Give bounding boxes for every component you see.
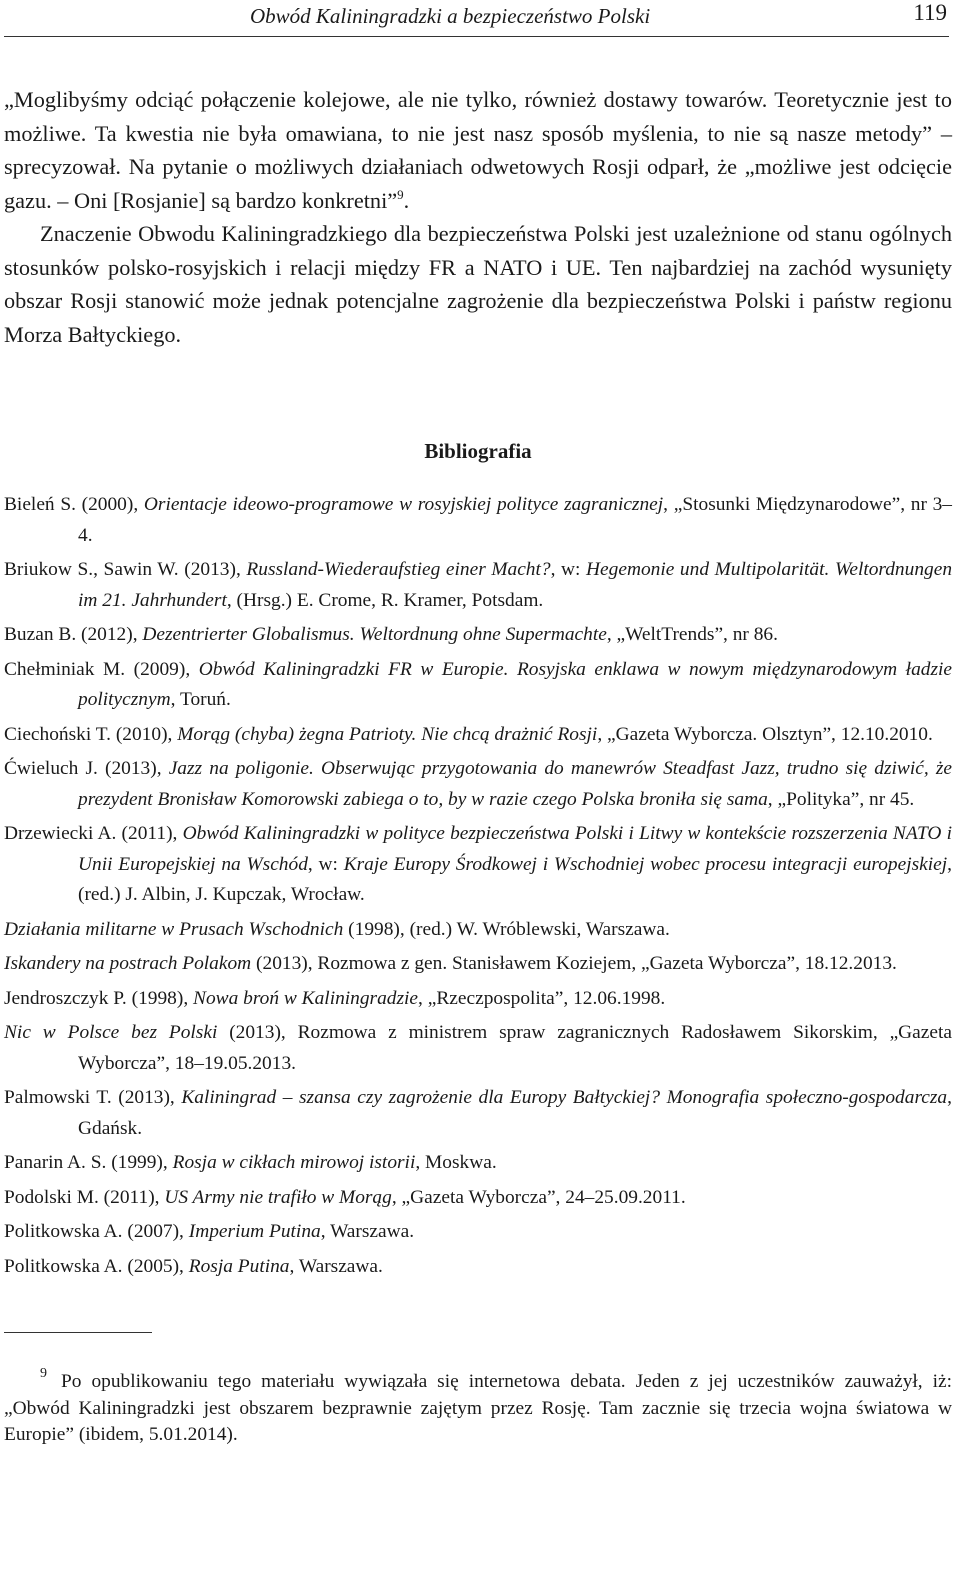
bibliography-entry bbox=[4, 720, 952, 751]
body-text bbox=[4, 83, 952, 351]
entry-text: Ciechoński T. (2010), bbox=[4, 723, 178, 745]
entry-text: , (Hrsg.) E. Crome, R. Kramer, Potsdam. bbox=[226, 589, 544, 611]
entry-text: , Warszawa. bbox=[289, 1255, 383, 1277]
bibliography-entry bbox=[4, 1252, 952, 1283]
entry-title: Obwód Kaliningradzki FR w Europie. Rosyjska enklawa w nowym międzynarodowym ładzie politycznym bbox=[78, 658, 953, 710]
footnote-separator bbox=[4, 1332, 152, 1333]
entry-text: Jendroszczyk P. (1998), bbox=[4, 987, 194, 1009]
entry-text: , „Stosunki Międzynarodowe”, nr 3–4. bbox=[78, 494, 952, 546]
footnote-reference[interactable]: 9 bbox=[397, 186, 404, 202]
entry-title: Obwód Kaliningradzki w polityce bezpieczeństwa Polski i Litwy w kontekście rozszerzenia NATO i Unii Europejskiej na Wschód bbox=[78, 823, 952, 875]
bibliography-entry bbox=[4, 490, 952, 551]
entry-text: , Moskwa. bbox=[415, 1152, 497, 1173]
entry-title: US Army nie trafiło w Morąg bbox=[164, 1186, 392, 1208]
bibliography-entry bbox=[4, 1148, 952, 1179]
entry-text: , „Rzeczpospolita”, 12.06.1998. bbox=[418, 987, 666, 1009]
entry-title: Hegemonie und Multipolarität. Weltordnungen im 21. Jahrhundert bbox=[78, 559, 953, 611]
entry-title: Orientacje ideowo-programowe w rosyjskiej polityce zagranicznej bbox=[143, 494, 664, 515]
entry-text: Podolski M. (2011), bbox=[4, 1186, 165, 1208]
bibliography-entry bbox=[4, 949, 952, 980]
entry-title: Rosja w cikłach mirowoj istorii bbox=[172, 1152, 416, 1173]
paragraph-quote bbox=[4, 83, 952, 217]
running-header bbox=[4, 0, 949, 37]
entry-title: Dezentrierter Globalismus. Weltordnung ohne Supermachte bbox=[142, 624, 607, 645]
footnote-text: Po opublikowaniu tego materiału wywiązała się internetowa debata. Jeden z jej uczestników zauważył, iż: „Obwód Kaliningradzki jest obszarem bezprawnie zajętym przez Rosję. Tam zacznie się trzecia wojna światowa w Europie” (ibidem, 5.01.2014). bbox=[4, 1371, 952, 1445]
entry-title: Nowa broń w Kaliningradzie bbox=[193, 987, 419, 1009]
bibliography-entry bbox=[4, 1183, 952, 1214]
entry-text: , (red.) J. Albin, J. Kupczak, Wrocław. bbox=[78, 853, 952, 905]
entry-text: , Warszawa. bbox=[320, 1221, 415, 1242]
entry-text: , w: bbox=[307, 853, 344, 875]
running-title: Obwód Kaliningradzki a bezpieczeństwo Polski bbox=[250, 4, 651, 28]
entry-text: , „Polityka”, nr 45. bbox=[767, 788, 915, 810]
bibliography-entry bbox=[4, 984, 952, 1015]
bibliography-entry bbox=[4, 655, 952, 716]
bibliography-entry bbox=[4, 555, 952, 616]
entry-text: , Gdańsk. bbox=[78, 1087, 952, 1139]
bibliography-list bbox=[4, 490, 952, 1282]
entry-text: , Toruń. bbox=[170, 689, 231, 710]
page-number: 119 bbox=[913, 0, 947, 25]
bibliography-entry bbox=[4, 754, 952, 815]
entry-title: Russland-Wiederaufstieg einer Macht? bbox=[246, 559, 551, 580]
entry-title: Jazz na poligonie. Obserwując przygotowania do manewrów Steadfast Jazz, trudno się dziwić, że prezydent Bronisław Komorowski zabiega o to, by w razie czego Polska broniła się sama bbox=[78, 758, 953, 810]
entry-text: , „WeltTrends”, nr 86. bbox=[606, 624, 778, 645]
bibliography-entry bbox=[4, 620, 952, 651]
entry-text: Buzan B. (2012), bbox=[4, 624, 143, 645]
entry-text: , w: bbox=[550, 559, 587, 580]
bibliography-entry bbox=[4, 819, 952, 911]
entry-title: Kraje Europy Środkowej i Wschodniej wobec procesu integracji europejskiej bbox=[343, 853, 948, 875]
bibliography-entry bbox=[4, 1018, 952, 1079]
paragraph-conclusion: Znaczenie Obwodu Kaliningradzkiego dla bezpieczeństwa Polski jest uzależnione od stanu ogólnych stosunków polsko-rosyjskich i relacji między FR a NATO i UE. Ten najbardziej na zachód wysunięty obszar Rosji stanowić może jednak potencjalne zagrożenie dla bezpieczeństwa Polski i państw regionu Morza Bałtyckiego. bbox=[4, 221, 952, 347]
entry-text: Ćwieluch J. (2013), bbox=[4, 758, 169, 779]
paragraph-quote-text: „Moglibyśmy odciąć połączenie kolejowe, ale nie tylko, również dostawy towarów. Teoretycznie jest to możliwe. Ta kwestia nie była omawiana, to nie jest nasz sposób myślenia, to nie są nasze metody” – sprecyzował. Na pytanie o możliwych działaniach odwetowych Rosji odparł, że „możliwe jest odcięcie gazu. – Oni [Rosjanie] są bardzo konkretni” bbox=[4, 87, 952, 213]
entry-text: Panarin A. S. (1999), bbox=[4, 1152, 173, 1173]
entry-text: Bieleń S. (2000), bbox=[4, 494, 144, 515]
entry-title: Nic w Polsce bez Polski bbox=[4, 1022, 218, 1043]
footnote: 9 Po opublikowaniu tego materiału wywiązała się internetowa debata. Jeden z jej uczestników zauważył, iż: „Obwód Kaliningradzki jest obszarem bezprawnie zajętym przez Rosję. Tam zacznie się trzecia wojna światowa w Europie” (ibidem, 5.01.2014). bbox=[4, 1366, 952, 1445]
entry-text: , „Gazeta Wyborcza. Olsztyn”, 12.10.2010. bbox=[597, 723, 933, 745]
entry-title: Rosja Putina bbox=[188, 1255, 290, 1277]
entry-text: , „Gazeta Wyborcza”, 24–25.09.2011. bbox=[391, 1186, 686, 1208]
bibliography-entry bbox=[4, 1083, 952, 1144]
entry-text: Palmowski T. (2013), bbox=[4, 1087, 182, 1108]
entry-text: Politkowska A. (2007), bbox=[4, 1221, 189, 1242]
bibliography-entry bbox=[4, 915, 952, 946]
entry-title: Imperium Putina bbox=[188, 1221, 321, 1242]
paragraph-quote-end: . bbox=[403, 187, 410, 213]
entry-title: Działania militarne w Prusach Wschodnich bbox=[4, 918, 344, 940]
entry-text: Politkowska A. (2005), bbox=[4, 1255, 189, 1277]
entry-text: Chełminiak M. (2009), bbox=[4, 658, 199, 680]
entry-title: Morąg (chyba) żegna Patrioty. Nie chcą drażnić Rosji bbox=[177, 723, 598, 745]
bibliography-entry bbox=[4, 1217, 952, 1248]
bibliography-heading: Bibliografia bbox=[424, 439, 532, 463]
entry-title: Iskandery na postrach Polakom bbox=[4, 953, 252, 974]
entry-text: (1998), (red.) W. Wróblewski, Warszawa. bbox=[343, 918, 670, 940]
entry-text: (2013), Rozmowa z gen. Stanisławem Koziejem, „Gazeta Wyborcza”, 18.12.2013. bbox=[251, 953, 897, 974]
entry-text: (2013), Rozmowa z ministrem spraw zagranicznych Radosławem Sikorskim, „Gazeta Wyborcza”, 18–19.05.2013. bbox=[78, 1022, 952, 1074]
entry-text: Briukow S., Sawin W. (2013), bbox=[4, 559, 247, 580]
entry-title: Kaliningrad – szansa czy zagrożenie dla Europy Bałtyckiej? Monografia społeczno-gospodarcza bbox=[181, 1087, 948, 1108]
entry-text: Drzewiecki A. (2011), bbox=[4, 823, 183, 844]
